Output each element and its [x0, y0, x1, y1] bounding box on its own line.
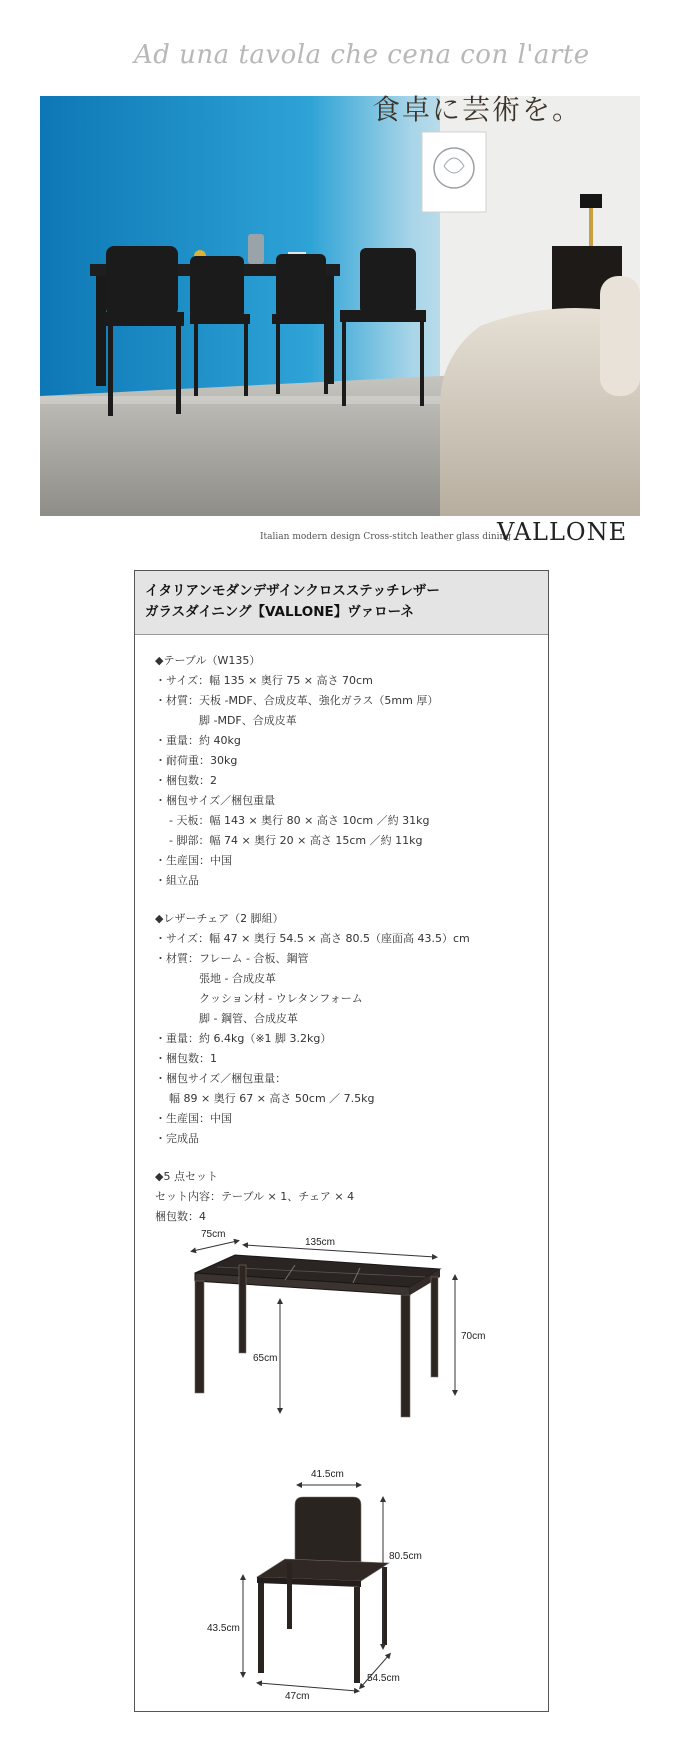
chair-spec-heading: ◆レザーチェア（2 脚組）: [155, 912, 284, 925]
spec-line: - 天板：幅 143 × 奥行 80 × 高さ 10cm ／約 31kg: [169, 814, 430, 827]
table-spec-section: [155, 651, 548, 891]
spec-line: クッション材 - ウレタンフォーム: [199, 992, 363, 1005]
spec-line: ・完成品: [155, 1132, 199, 1145]
spec-line: ・梱包サイズ／梱包重量: [155, 794, 276, 807]
spec-line: - 脚部：幅 74 × 奥行 20 × 高さ 15cm ／約 11kg: [169, 834, 423, 847]
spec-line: 幅 89 × 奥行 67 × 高さ 50cm ／ 7.5kg: [169, 1092, 375, 1105]
hero-photo: [40, 96, 640, 516]
spec-line: 張地 - 合成皮革: [199, 972, 276, 985]
spec-line: ・生産国：中国: [155, 854, 232, 867]
spec-line: 脚 -MDF、合成皮革: [199, 714, 297, 727]
spec-line: セット内容：テーブル × 1、チェア × 4: [155, 1190, 355, 1203]
chair-spec-section: [155, 909, 548, 1149]
table-spec-heading: ◆テーブル（W135）: [155, 654, 261, 667]
spec-header: [135, 571, 548, 635]
spec-line: ・生産国：中国: [155, 1112, 232, 1125]
spec-title-line2: ガラスダイニング【VALLONE】ヴァローネ: [145, 604, 414, 620]
chair-back-width-label: 41.5cm: [311, 1469, 344, 1480]
spec-body: [135, 635, 548, 1227]
caption-subtitle: Italian modern design Cross-stitch leather glass dining: [260, 532, 512, 542]
spec-line: ・重量：約 40kg: [155, 734, 241, 747]
spec-line: 梱包数：4: [155, 1210, 206, 1223]
spec-line: ・サイズ：幅 135 × 奥行 75 × 高さ 70cm: [155, 674, 373, 687]
spec-line: ・サイズ：幅 47 × 奥行 54.5 × 高さ 80.5（座面高 43.5）cm: [155, 932, 470, 945]
table-width-label: 135cm: [305, 1237, 336, 1248]
spec-line: ・材質：天板 -MDF、合成皮革、強化ガラス（5mm 厚）: [155, 694, 439, 707]
spec-line: ・梱包数：2: [155, 774, 217, 787]
spec-line: ・重量：約 6.4kg（※1 脚 3.2kg）: [155, 1032, 332, 1045]
spec-line: 脚 - 鋼管、合成皮革: [199, 1012, 298, 1025]
table-height-label: 70cm: [461, 1331, 486, 1342]
hero-script-text: Ad una tavola che cena con l'arte: [134, 40, 590, 70]
chair-height-label: 80.5cm: [389, 1551, 422, 1562]
set-spec-heading: ◆5 点セット: [155, 1170, 218, 1183]
table-leg-clearance-label: 65cm: [253, 1353, 278, 1364]
spec-line: ・耐荷重：30kg: [155, 754, 238, 767]
chair-width-label: 47cm: [285, 1691, 310, 1702]
spec-title-line1: イタリアンモダンデザインクロスステッチレザー: [145, 583, 440, 599]
spec-line: ・梱包サイズ／梱包重量：: [155, 1072, 287, 1085]
table-depth-label: 75cm: [201, 1229, 226, 1240]
set-spec-section: [155, 1167, 548, 1227]
hero-caption: [40, 518, 640, 554]
chair-dimension-diagram: [135, 1459, 548, 1702]
spec-line: ・組立品: [155, 874, 199, 887]
hero-banner: [40, 16, 640, 516]
spec-line: ・材質：フレーム - 合板、鋼管: [155, 952, 309, 965]
spec-box: [134, 570, 549, 1712]
chair-seat-height-label: 43.5cm: [207, 1623, 240, 1634]
brand-name: VALLONE: [497, 518, 628, 546]
spec-line: ・梱包数：1: [155, 1052, 217, 1065]
table-dimension-diagram: [135, 1229, 548, 1433]
chair-depth-label: 54.5cm: [367, 1673, 400, 1684]
hero-tagline: 食卓に芸術を。: [372, 93, 583, 126]
